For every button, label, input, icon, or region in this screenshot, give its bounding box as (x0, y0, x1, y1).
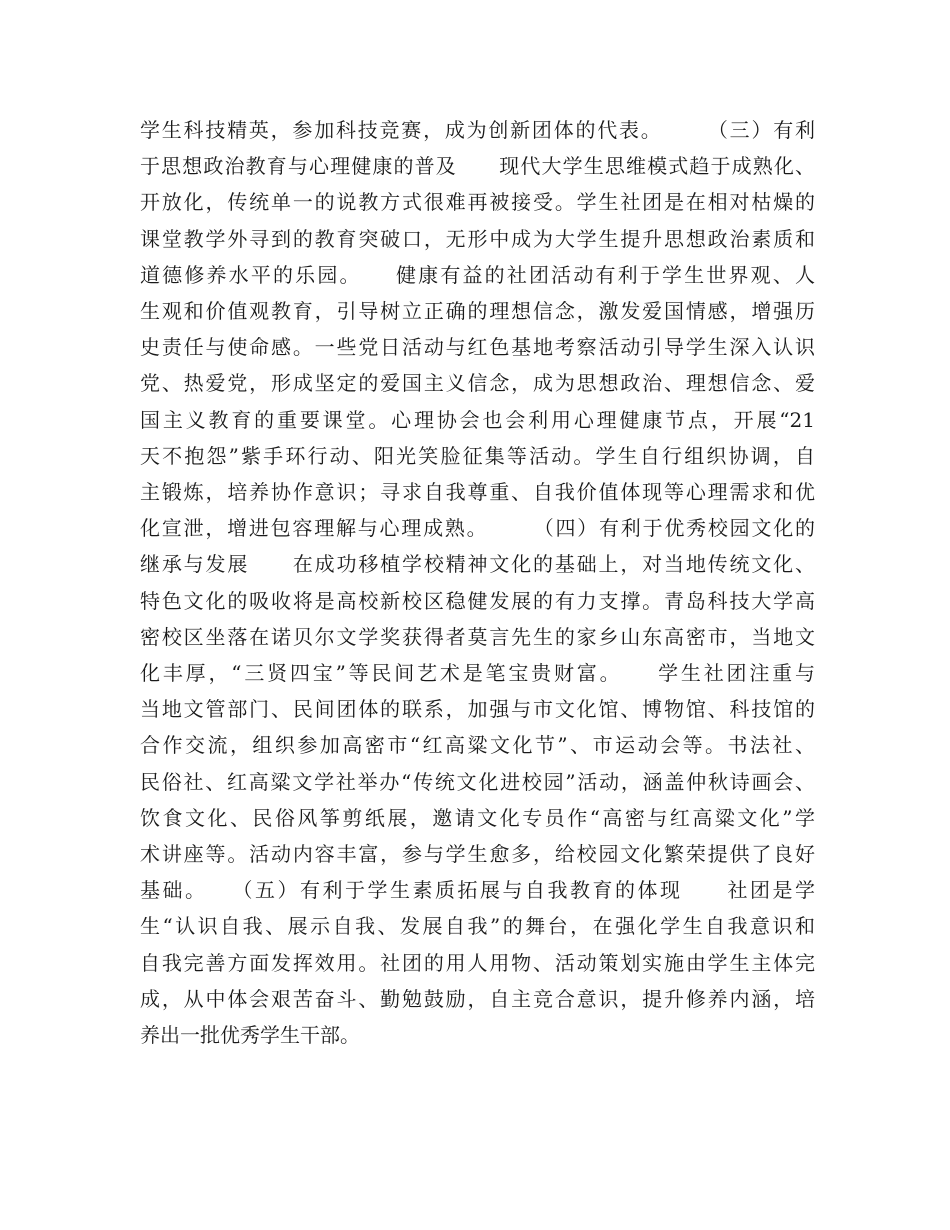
text-line: 术讲座等。活动内容丰富，参与学生愈多，给校园文化繁荣提供了良好 (140, 842, 815, 867)
text-line: 饮食文化、民俗风筝剪纸展，邀请文化专员作“高密与红高粱文化”学 (140, 805, 815, 830)
text-line: 史责任与使命感。一些党日活动与红色基地考察活动引导学生深入认识 (140, 335, 815, 360)
text-line: 党、热爱党，形成坚定的爱国主义信念，成为思想政治、理想信念、爱 (140, 371, 815, 396)
body-text (140, 112, 815, 1053)
text-line: 主锻炼，培养协作意识；寻求自我尊重、自我价值体现等心理需求和优 (140, 480, 815, 505)
text-line: 道德修养水平的乐园。 健康有益的社团活动有利于学生世界观、人 (140, 262, 815, 287)
text-line: 民俗社、红高粱文学社举办“传统文化进校园”活动，涵盖仲秋诗画会、 (140, 769, 815, 794)
text-line: 继承与发展 在成功移植学校精神文化的基础上，对当地传统文化、 (140, 552, 815, 577)
text-line: 化宣泄，增进包容理解与心理成熟。 （四）有利于优秀校园文化的 (140, 516, 815, 541)
text-line: 当地文管部门、民间团体的联系，加强与市文化馆、博物馆、科技馆的 (140, 697, 815, 722)
text-line: 密校区坐落在诺贝尔文学奖获得者莫言先生的家乡山东高密市，当地文 (140, 624, 815, 649)
text-line: 课堂教学外寻到的教育突破口，无形中成为大学生提升思想政治素质和 (140, 226, 815, 251)
text-line: 养出一批优秀学生干部。 (140, 1023, 360, 1048)
text-line: 国主义教育的重要课堂。心理协会也会利用心理健康节点，开展“21 (140, 407, 815, 432)
text-line: 自我完善方面发挥效用。社团的用人用物、活动策划实施由学生主体完 (140, 950, 815, 975)
text-line: 学生科技精英，参加科技竞赛，成为创新团体的代表。 （三）有利 (140, 118, 815, 142)
text-line: 于思想政治教育与心理健康的普及 现代大学生思维模式趋于成熟化、 (140, 154, 815, 179)
text-line: 生观和价值观教育，引导树立正确的理想信念，激发爱国情感，增强历 (140, 299, 815, 324)
text-line: 生“认识自我、展示自我、发展自我”的舞台，在强化学生自我意识和 (140, 914, 815, 939)
text-line: 基础。 （五）有利于学生素质拓展与自我教育的体现 社团是学 (140, 878, 815, 903)
text-line: 开放化，传统单一的说教方式很难再被接受。学生社团是在相对枯燥的 (140, 190, 815, 215)
text-line: 特色文化的吸收将是高校新校区稳健发展的有力支撑。青岛科技大学高 (140, 588, 815, 613)
text-line: 合作交流，组织参加高密市“红高粱文化节”、市运动会等。书法社、 (140, 733, 815, 758)
text-line: 天不抱怨”紫手环行动、阳光笑脸征集等活动。学生自行组织协调，自 (140, 443, 815, 468)
text-line: 成，从中体会艰苦奋斗、勤勉鼓励，自主竞合意识，提升修养内涵，培 (140, 986, 815, 1011)
text-line: 化丰厚，“三贤四宝”等民间艺术是笔宝贵财富。 学生社团注重与 (140, 661, 815, 686)
